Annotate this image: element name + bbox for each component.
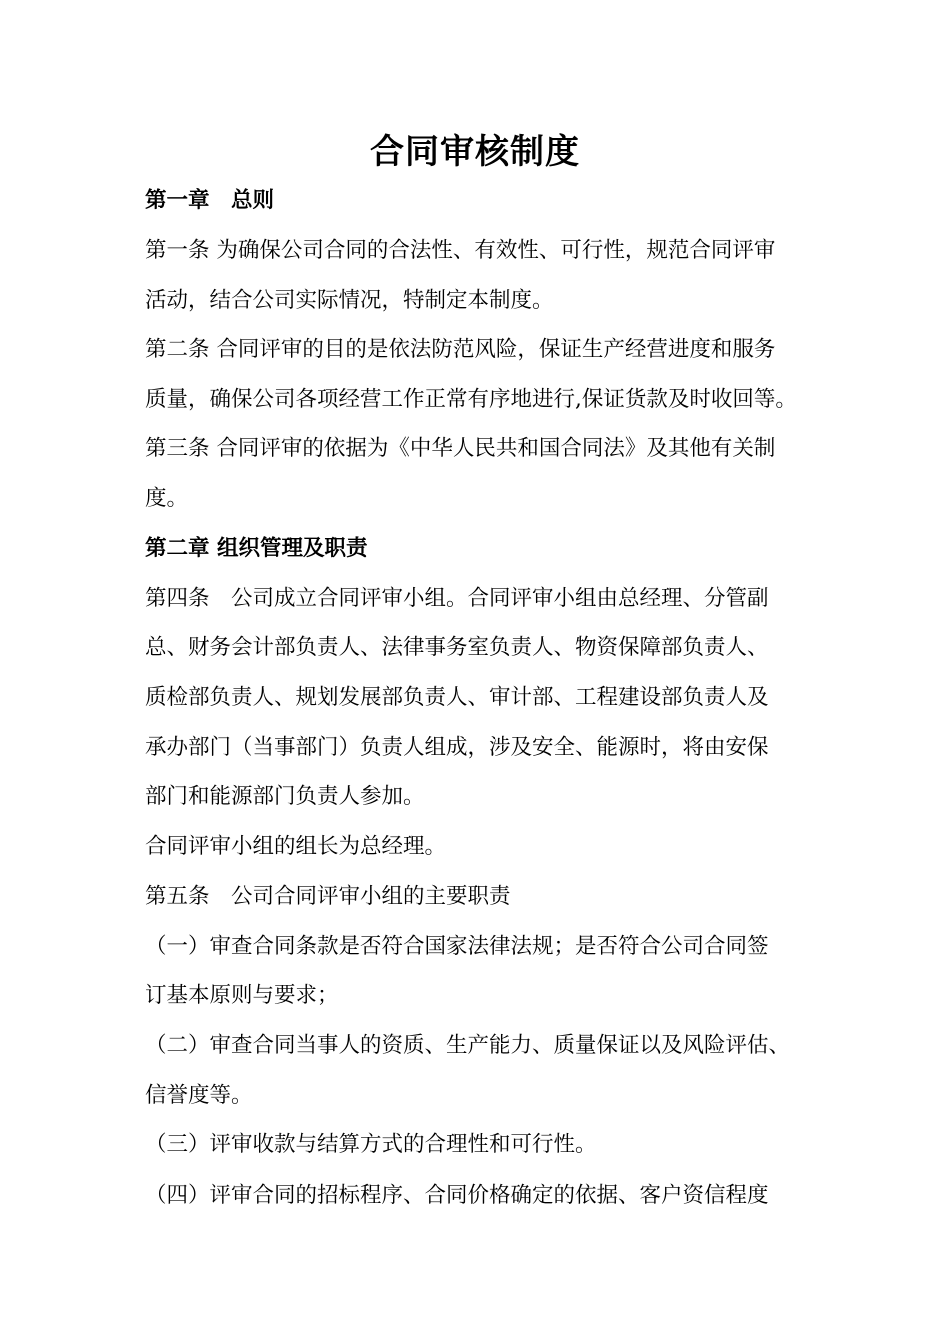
- duty-1-line-2: 订基本原则与要求；: [145, 983, 339, 1008]
- group-leader-line: 合同评审小组的组长为总经理。: [145, 834, 447, 859]
- article-2-line-1: 第二条 合同评审的目的是依法防范风险，保证生产经营进度和服务: [145, 337, 776, 362]
- article-1-line-2: 活动，结合公司实际情况，特制定本制度。: [145, 288, 554, 313]
- duty-2-line-1: （二）审查合同当事人的资质、生产能力、质量保证以及风险评估、: [145, 1033, 791, 1058]
- chapter-2-heading: 第二章 组织管理及职责: [145, 536, 368, 561]
- duty-2-line-2: 信誉度等。: [145, 1083, 253, 1108]
- duty-1-line-1: （一）审查合同条款是否符合国家法律法规；是否符合公司合同签: [145, 934, 769, 959]
- document-title: 合同审核制度: [370, 132, 580, 172]
- article-4-line-4: 承办部门（当事部门）负责人组成，涉及安全、能源时，将由安保: [145, 735, 769, 760]
- chapter-1-heading: 第一章 总则: [145, 188, 275, 213]
- article-3-line-2: 度。: [145, 486, 189, 511]
- duty-3-line-1: （三）评审收款与结算方式的合理性和可行性。: [145, 1132, 597, 1157]
- article-4-line-2: 总、财务会计部负责人、法律事务室负责人、物资保障部负责人、: [145, 635, 769, 660]
- article-4-line-1: 第四条 公司成立合同评审小组。合同评审小组由总经理、分管副: [145, 586, 769, 611]
- article-5-heading: 第五条 公司合同评审小组的主要职责: [145, 884, 511, 909]
- article-4-line-5: 部门和能源部门负责人参加。: [145, 784, 425, 809]
- article-3-line-1: 第三条 合同评审的依据为《中华人民共和国合同法》及其他有关制: [145, 436, 776, 461]
- article-4-line-3: 质检部负责人、规划发展部负责人、审计部、工程建设部负责人及: [145, 685, 769, 710]
- article-1-line-1: 第一条 为确保公司合同的合法性、有效性、可行性，规范合同评审: [145, 238, 776, 263]
- duty-4-line-1: （四）评审合同的招标程序、合同价格确定的依据、客户资信程度: [145, 1183, 769, 1208]
- article-2-line-2: 质量，确保公司各项经营工作正常有序地进行,保证货款及时收回等。: [145, 387, 797, 412]
